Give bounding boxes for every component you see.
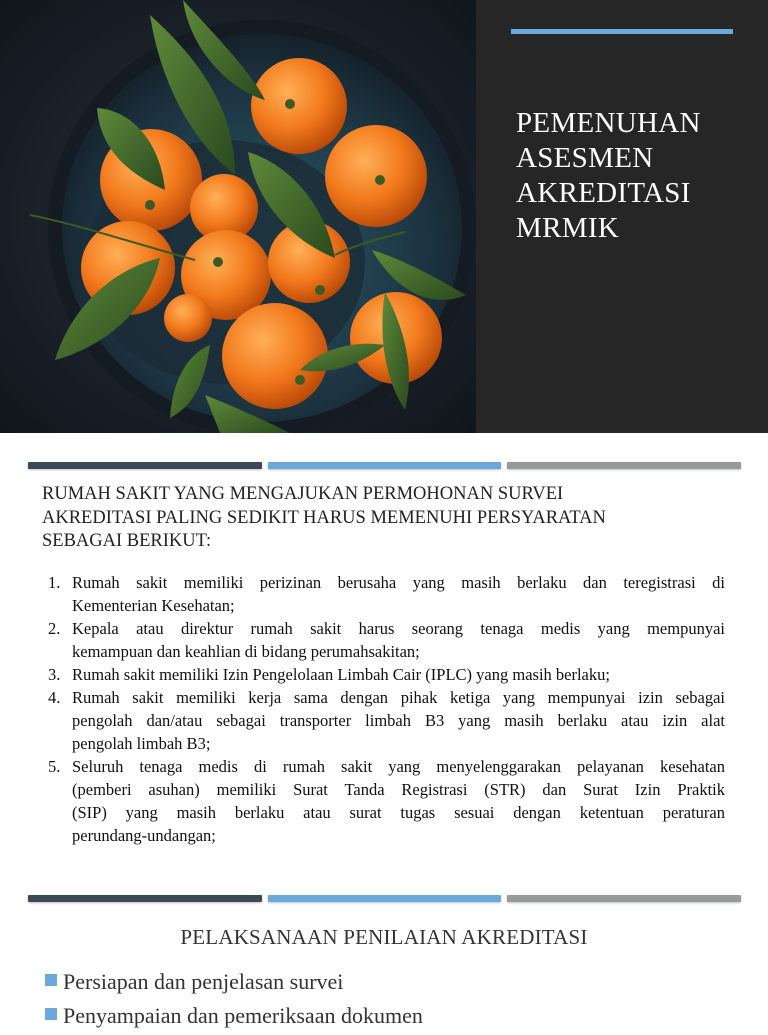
bullet-text: Penyampaian dan pemeriksaan dokumen <box>63 1003 423 1028</box>
heading-line: RUMAH SAKIT YANG MENGAJUKAN PERMOHONAN SURVEI <box>42 484 564 504</box>
title-line: PEMENUHAN <box>516 107 701 139</box>
title-line: MRMIK <box>516 212 620 244</box>
item-line: Kepala atau direktur rumah sakit harus seorang tenaga medis yang mempunyai <box>72 619 725 638</box>
list-item <box>42 571 725 617</box>
assessment-bullets <box>44 967 423 1035</box>
list-item <box>44 1001 423 1035</box>
title-accent-line <box>511 29 733 34</box>
item-line: perundang-undangan; <box>72 826 216 845</box>
divider-bar-gray <box>507 462 741 469</box>
oranges-photo <box>0 0 476 433</box>
square-bullet-icon <box>45 974 57 986</box>
item-line: Kementerian Kesehatan; <box>72 596 235 615</box>
item-line: Rumah sakit memiliki Izin Pengelolaan Limbah Cair (IPLC) yang masih berlaku; <box>72 665 610 684</box>
item-line: Rumah sakit memiliki kerja sama dengan pihak ketiga yang mempunyai izin sebagai <box>72 688 725 707</box>
heading-line: AKREDITASI PALING SEDIKIT HARUS MEMENUHI PERSYARATAN <box>42 507 606 528</box>
divider-bar-dark <box>28 462 262 469</box>
slide-title <box>516 106 756 246</box>
item-number: 1. <box>48 573 61 592</box>
heading-line: SEBAGAI BERIKUT: <box>42 531 212 551</box>
list-item <box>42 755 725 847</box>
item-line: (pemberi asuhan) memiliki Surat Tanda Registrasi (STR) dan Surat Izin Praktik <box>72 780 725 799</box>
list-item <box>44 967 423 1001</box>
square-bullet-icon <box>45 1008 57 1020</box>
item-number: 4. <box>48 688 61 707</box>
title-line: ASESMEN <box>516 142 654 174</box>
requirements-heading <box>42 483 732 554</box>
divider-bar-gray <box>507 895 741 902</box>
requirements-list <box>42 571 725 847</box>
divider-bar-dark <box>28 895 262 902</box>
item-line: pengolah limbah B3; <box>72 734 211 753</box>
item-number: 2. <box>48 619 61 638</box>
item-line: pengolah dan/atau sebagai transporter limbah B3 yang masih berlaku atau izin alat <box>72 711 725 730</box>
assessment-heading: PELAKSANAAN PENILAIAN AKREDITASI <box>180 925 588 949</box>
item-number: 3. <box>48 665 61 684</box>
list-item <box>42 686 725 755</box>
bullet-text: Persiapan dan penjelasan survei <box>63 969 344 994</box>
title-slide <box>0 0 768 433</box>
item-line: kemampuan dan keahlian di bidang perumahsakitan; <box>72 642 420 661</box>
item-number: 5. <box>48 757 61 776</box>
divider-bars <box>28 895 741 902</box>
item-line: (SIP) yang masih berlaku atau surat tugas sesuai dengan ketentuan peraturan <box>72 803 725 822</box>
divider-bar-blue <box>268 462 502 469</box>
divider-bar-blue <box>268 895 502 902</box>
item-line: Seluruh tenaga medis di rumah sakit yang menyelenggarakan pelayanan kesehatan <box>72 757 725 776</box>
list-item <box>42 617 725 663</box>
divider-bars <box>28 462 741 469</box>
title-line: AKREDITASI <box>516 177 691 209</box>
list-item <box>42 663 725 686</box>
item-line: Rumah sakit memiliki perizinan berusaha yang masih berlaku dan teregistrasi di <box>72 573 725 592</box>
